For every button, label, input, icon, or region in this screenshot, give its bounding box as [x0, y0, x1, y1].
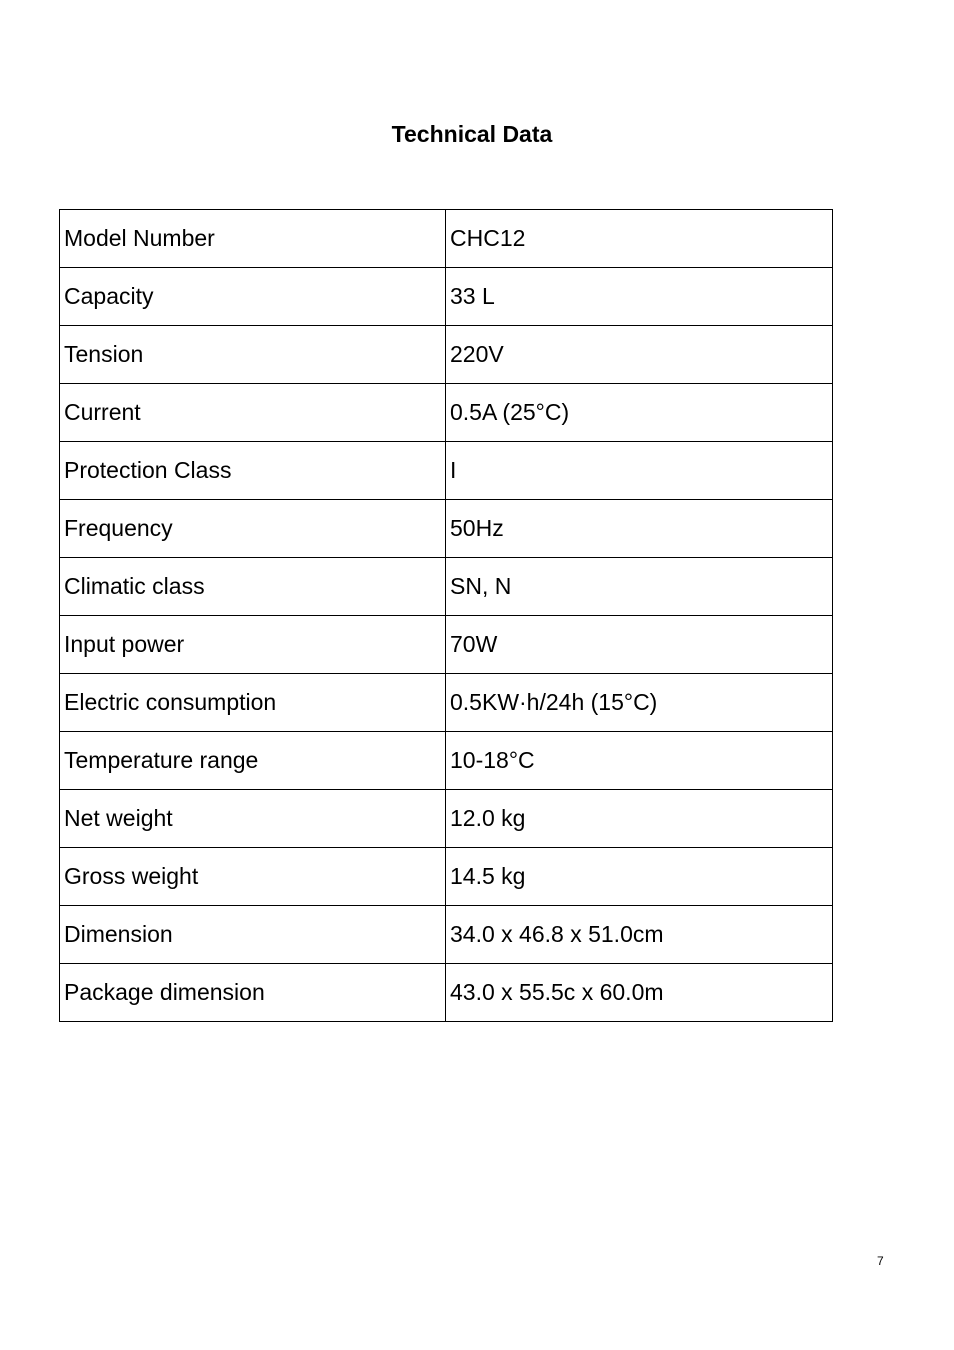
table-row [60, 732, 833, 790]
table-row [60, 442, 833, 500]
spec-value: 10-18°C [446, 732, 833, 790]
spec-label: Climatic class [60, 558, 446, 616]
page-number: 7 [877, 1254, 884, 1268]
spec-label: Electric consumption [60, 674, 446, 732]
table-row [60, 326, 833, 384]
spec-label: Package dimension [60, 964, 446, 1022]
table-row [60, 384, 833, 442]
spec-label: Frequency [60, 500, 446, 558]
spec-label: Tension [60, 326, 446, 384]
table-row [60, 268, 833, 326]
technical-data-table [59, 209, 833, 1022]
table-row [60, 906, 833, 964]
spec-value: I [446, 442, 833, 500]
spec-label: Temperature range [60, 732, 446, 790]
table-row [60, 674, 833, 732]
table-row [60, 848, 833, 906]
spec-value: CHC12 [446, 210, 833, 268]
table-row [60, 558, 833, 616]
table-row [60, 500, 833, 558]
spec-value: 14.5 kg [446, 848, 833, 906]
table-row [60, 790, 833, 848]
spec-label: Dimension [60, 906, 446, 964]
spec-value: 12.0 kg [446, 790, 833, 848]
table-row [60, 616, 833, 674]
spec-label: Current [60, 384, 446, 442]
spec-value: 33 L [446, 268, 833, 326]
spec-value: SN, N [446, 558, 833, 616]
spec-value: 70W [446, 616, 833, 674]
spec-value: 220V [446, 326, 833, 384]
spec-value: 34.0 x 46.8 x 51.0cm [446, 906, 833, 964]
spec-value: 50Hz [446, 500, 833, 558]
spec-value: 43.0 x 55.5c x 60.0m [446, 964, 833, 1022]
table-row [60, 210, 833, 268]
table-row [60, 964, 833, 1022]
spec-value: 0.5A (25°C) [446, 384, 833, 442]
spec-label: Capacity [60, 268, 446, 326]
spec-value: 0.5KW·h/24h (15°C) [446, 674, 833, 732]
spec-label: Input power [60, 616, 446, 674]
spec-label: Gross weight [60, 848, 446, 906]
page-title: Technical Data [391, 121, 553, 147]
spec-label: Protection Class [60, 442, 446, 500]
spec-label: Model Number [60, 210, 446, 268]
spec-label: Net weight [60, 790, 446, 848]
